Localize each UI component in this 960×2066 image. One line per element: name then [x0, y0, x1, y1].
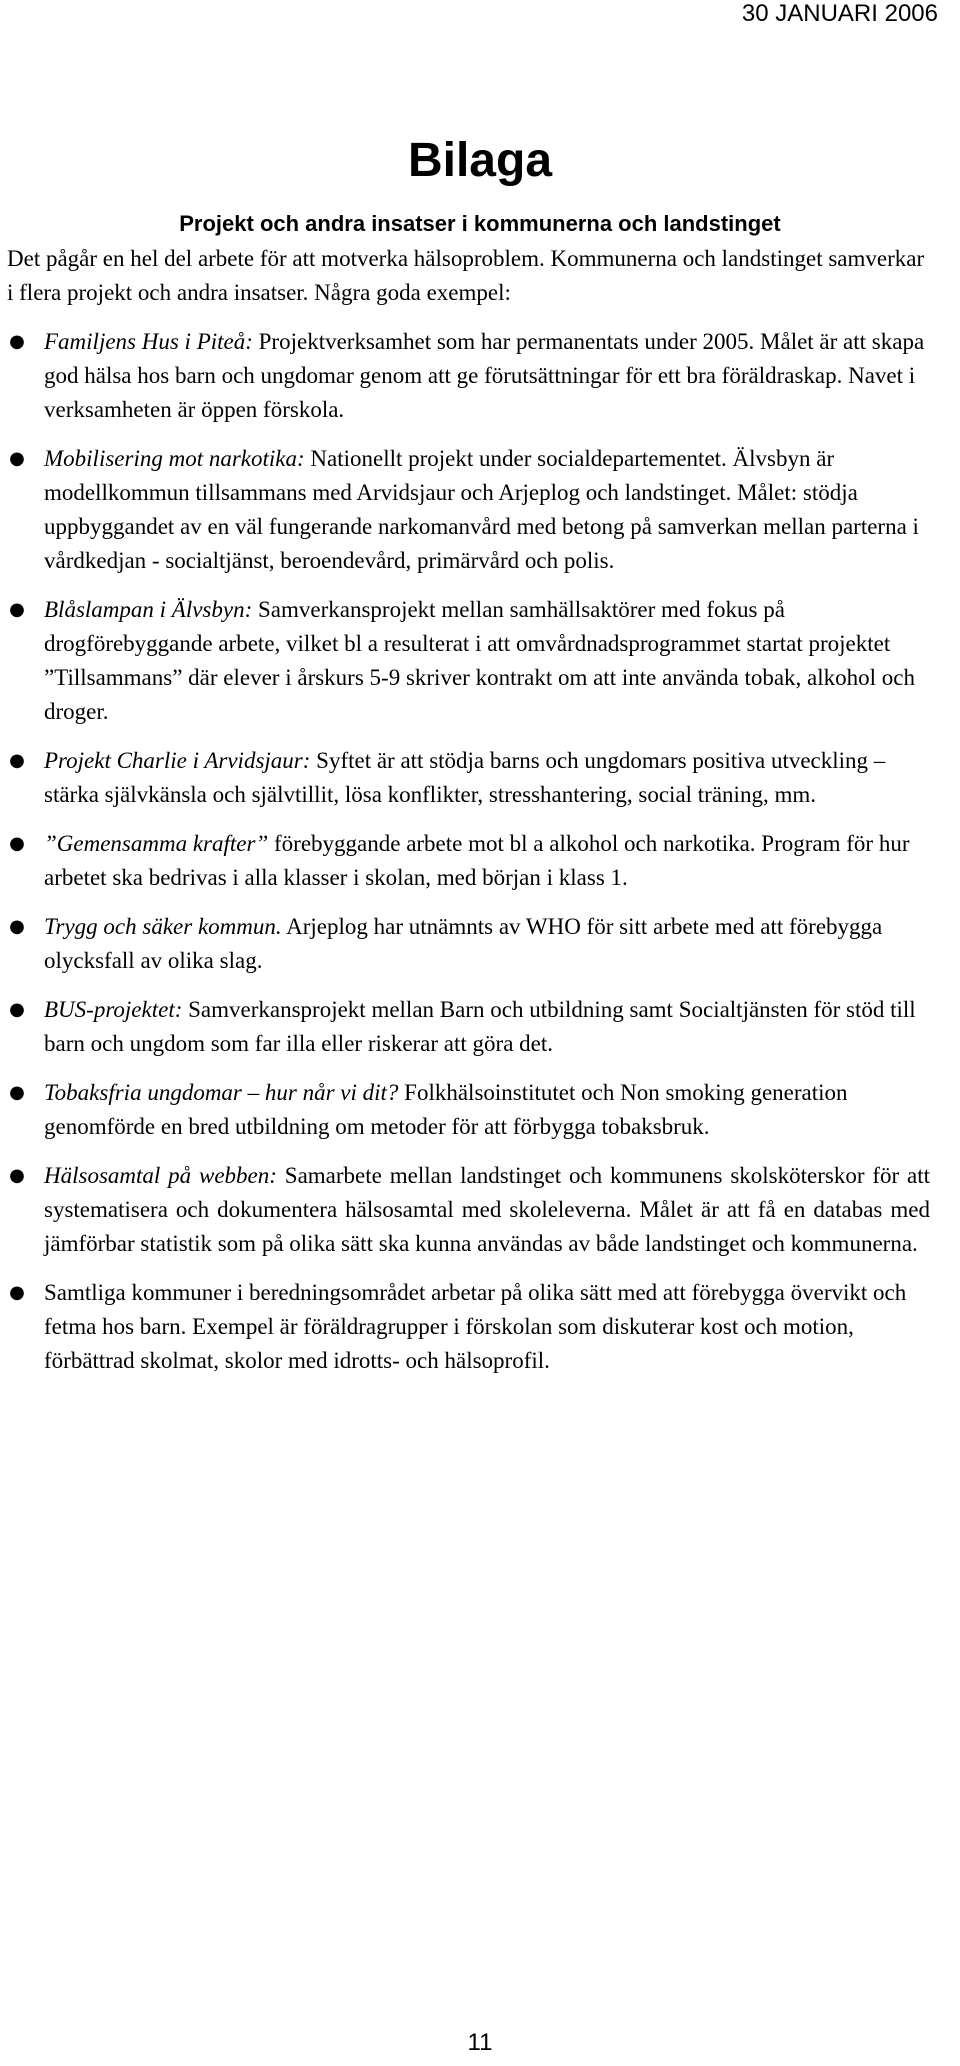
item-text: Samtliga kommuner i beredningsområdet arbetar på olika sätt med att förebygga övervikt och fetma hos barn. Exempel är föräldragrupper i förskolan som diskuterar kost och motion, förbättrad skolmat, skolor med idrotts- och hälsoprofil. — [44, 1280, 907, 1373]
list-item — [7, 593, 930, 729]
bullet-icon: ● — [9, 833, 25, 854]
bullet-icon: ● — [9, 1082, 25, 1103]
item-text: Folkhälsoinstitutet och Non smoking generation genomförde en bred utbildning om metoder för att förbygga tobaksbruk. — [44, 1080, 848, 1139]
section-subtitle: Projekt och andra insatser i kommunerna och landstinget — [179, 211, 781, 236]
page-title: Bilaga — [407, 134, 553, 187]
document-body — [7, 242, 930, 1393]
list-item — [7, 993, 930, 1061]
list-item — [7, 827, 930, 895]
item-text: Samverkansprojekt mellan samhällsaktörer med fokus på drogförebyggande arbete, vilket bl a resulterat i att omvårdnadsprogrammet startat projektet ”Tillsammans” där elever i årskurs 5-9 skriver kontrakt om att inte använda tobak, alkohol och droger. — [44, 597, 916, 724]
item-text: Nationellt projekt under socialdepartementet. Älvsbyn är modellkommun tillsammans med Arvidsjaur och Arjeplog och landstinget. Målet: stödja uppbyggandet av en väl fungerande narkomanvård med betong på samverkan mellan parterna i vårdkedjan - socialtjänst, beroendevård, primärvård och polis. — [44, 446, 919, 573]
list-item — [7, 1076, 930, 1144]
item-text: Projektverksamhet som har permanentats under 2005. Målet är att skapa god hälsa hos barn och ungdomar genom att ge förutsättningar för ett bra föräldraskap. Navet i verksamheten är öppen förskola. — [44, 329, 925, 422]
item-text: Samverkansprojekt mellan Barn och utbildning samt Socialtjänsten för stöd till barn och ungdom som far illa eller riskerar att göra det. — [44, 997, 916, 1056]
item-label: Mobilisering mot narkotika: — [44, 446, 305, 471]
item-text: Arjeplog har utnämnts av WHO för sitt arbete med att förebygga olycksfall av olika slag. — [44, 914, 883, 973]
project-list — [7, 325, 930, 1378]
bullet-icon: ● — [9, 599, 25, 620]
item-label: Blåslampan i Älvsbyn: — [44, 597, 253, 622]
bullet-icon: ● — [9, 916, 25, 937]
item-label: Hälsosamtal på webben: — [44, 1163, 277, 1188]
list-item — [7, 1276, 930, 1378]
item-text: Samarbete mellan landstinget och kommunens skolsköterskor för att systematisera och dokumentera hälsosamtal med skoleleverna. Målet är att få en databas med jämförbar statistik som på olika sätt ska kunna användas av både landstinget och kommunerna. — [44, 1163, 930, 1256]
bullet-icon: ● — [9, 750, 25, 771]
item-text: Syftet är att stödja barns och ungdomars positiva utveckling – stärka självkänsla och självtillit, lösa konflikter, stresshantering, social träning, mm. — [44, 748, 886, 807]
item-label: Tobaksfria ungdomar – hur når vi dit? — [44, 1080, 399, 1105]
bullet-icon: ● — [9, 999, 25, 1020]
header-date: 30 JANUARI 2006 — [741, 0, 938, 27]
page-number: 11 — [467, 2029, 493, 2056]
item-label: ”Gemensamma krafter” — [44, 831, 269, 856]
list-item — [7, 1159, 930, 1261]
item-label: Trygg och säker kommun. — [44, 914, 282, 939]
item-label: BUS-projektet: — [44, 997, 183, 1022]
item-text: förebyggande arbete mot bl a alkohol och narkotika. Program för hur arbetet ska bedrivas i alla klasser i skolan, med början i klass 1. — [44, 831, 910, 890]
bullet-icon: ● — [9, 331, 25, 352]
intro-paragraph: Det pågår en hel del arbete för att motverka hälsoproblem. Kommunerna och landstinget samverkar i flera projekt och andra insatser. Några goda exempel: — [7, 246, 925, 305]
bullet-icon: ● — [9, 1165, 25, 1186]
bullet-icon: ● — [9, 1282, 25, 1303]
item-label: Projekt Charlie i Arvidsjaur: — [44, 748, 311, 773]
list-item — [7, 325, 930, 427]
item-label: Familjens Hus i Piteå: — [44, 329, 253, 354]
bullet-icon: ● — [9, 448, 25, 469]
list-item — [7, 744, 930, 812]
list-item — [7, 910, 930, 978]
list-item — [7, 442, 930, 578]
